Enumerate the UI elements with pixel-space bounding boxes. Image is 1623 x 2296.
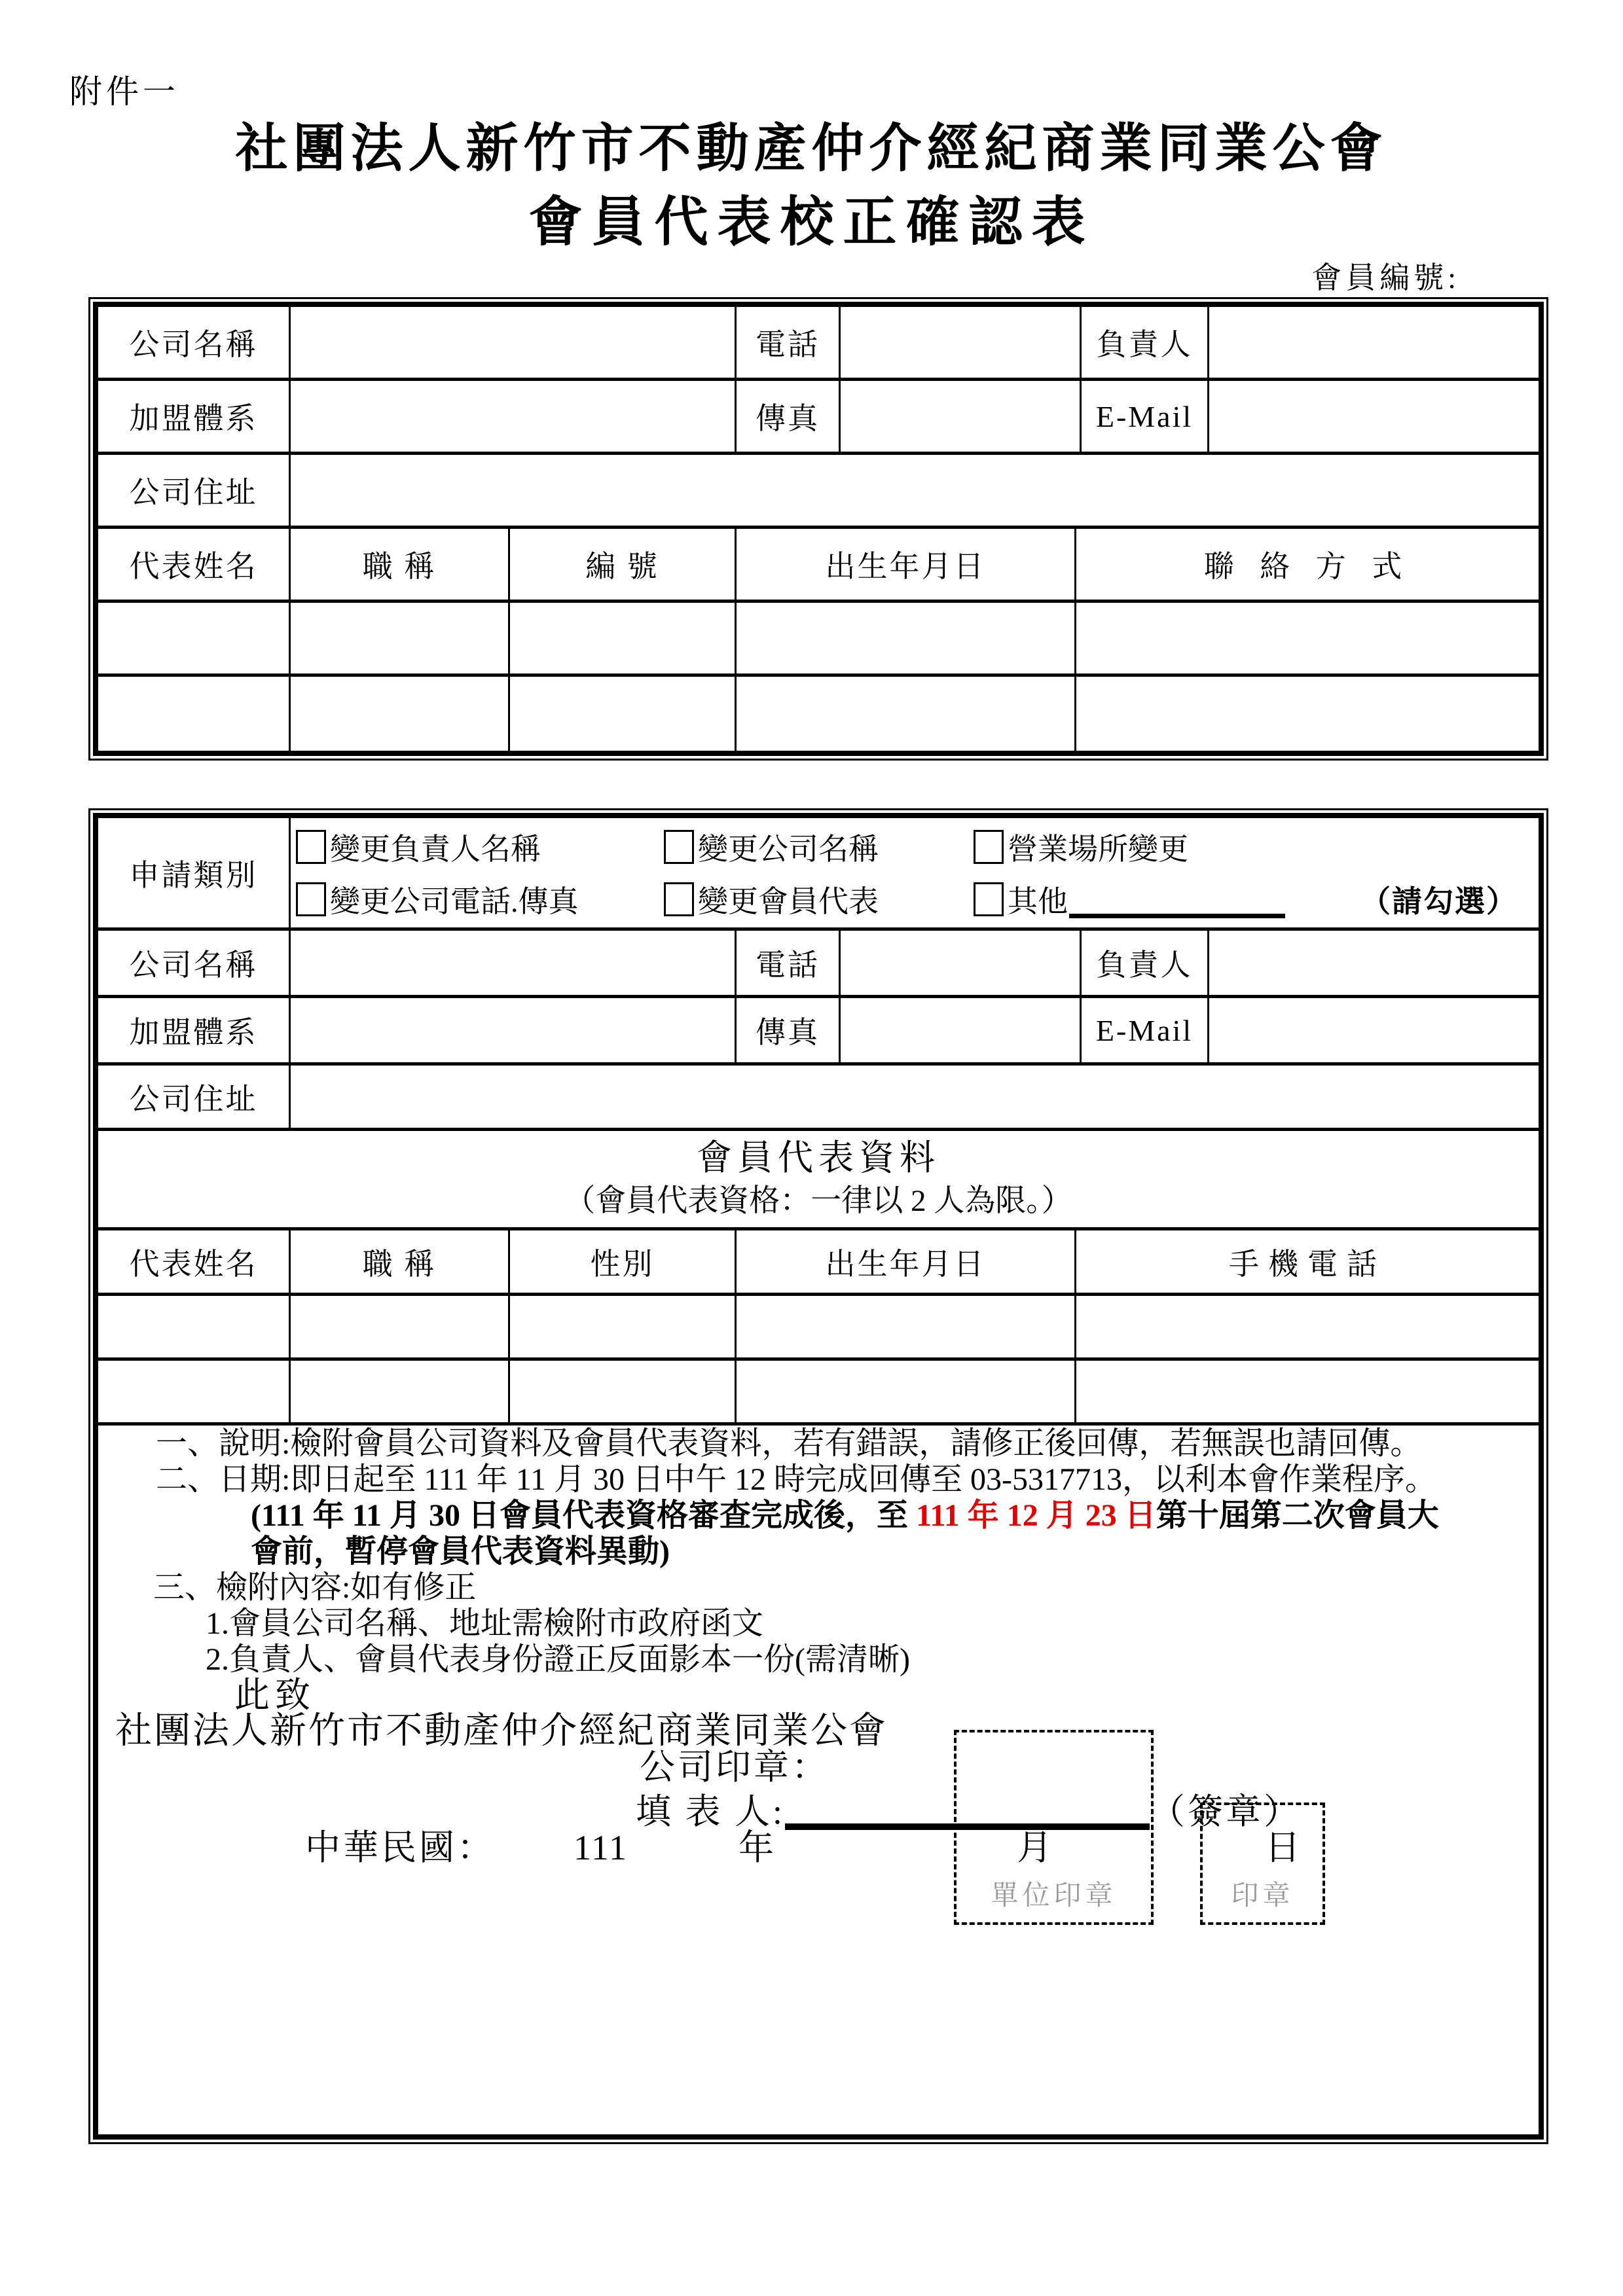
rep-row-1	[98, 603, 1539, 677]
rep-number-header: 編 號	[510, 529, 737, 600]
address-input[interactable]	[291, 455, 1539, 526]
checkbox-icon[interactable]	[296, 830, 326, 864]
salute: 此致	[234, 1676, 316, 1715]
rep2-birth-input[interactable]	[737, 677, 1076, 751]
note-2b: (111 年 11 月 30 日會員代表資格審查完成後，至 111 年 12 月 23 日第十屆第二次會員大	[251, 1498, 1439, 1533]
rep-row-2	[98, 1361, 1539, 1426]
checkbox-icon[interactable]	[664, 882, 694, 916]
rep2-name-input[interactable]	[98, 677, 291, 751]
address-label: 公司住址	[98, 1066, 291, 1128]
rep2-gender-input[interactable]	[510, 1361, 737, 1422]
rep2-contact-input[interactable]	[1076, 677, 1539, 751]
rep-name-header: 代表姓名	[98, 1230, 291, 1293]
month-unit: 月	[1017, 1828, 1055, 1867]
option-other: 其他 （請勾選）	[974, 878, 1539, 921]
address-input[interactable]	[291, 1066, 1539, 1128]
title-line1: 社團法人新竹市不動產仲介經紀商業同業公會	[235, 120, 1388, 178]
rep1-mobile-input[interactable]	[1076, 1296, 1539, 1357]
rep1-title-input[interactable]	[291, 1296, 510, 1357]
phone-label: 電話	[737, 307, 841, 378]
checkbox-icon[interactable]	[974, 830, 1004, 864]
signature-label: （簽章）	[1150, 1792, 1302, 1831]
phone-input[interactable]	[841, 307, 1082, 378]
rep-row-2	[98, 677, 1539, 751]
company-name-input[interactable]	[291, 307, 737, 378]
rep-gender-header: 性別	[510, 1230, 737, 1293]
rep2-number-input[interactable]	[510, 677, 737, 751]
form-filler-label: 填 表 人:	[636, 1792, 786, 1831]
fax-input[interactable]	[841, 381, 1082, 452]
rep-birth-header: 出生年月日	[737, 1230, 1076, 1293]
option-change-manager: 變更負責人名稱	[296, 825, 664, 869]
note-2: 二、日期:即日起至 111 年 11 月 30 日中午 12 時完成回傳至 03-5317713，以利本會作業程序。	[156, 1462, 1436, 1497]
rep-mobile-header: 手機電話	[1229, 1247, 1386, 1281]
email-input[interactable]	[1209, 998, 1539, 1062]
address-label: 公司住址	[98, 455, 291, 526]
notes-section	[98, 1426, 1539, 2134]
franchise-label: 加盟體系	[98, 998, 291, 1062]
year-unit: 年	[739, 1828, 776, 1867]
era-label: 中華民國：	[305, 1828, 495, 1867]
company-name-input[interactable]	[291, 931, 737, 995]
rep1-birth-input[interactable]	[737, 603, 1076, 673]
email-label: E-Mail	[1082, 998, 1209, 1062]
fax-label: 傳真	[737, 998, 841, 1062]
note-3b: 2.負責人、會員代表身份證正反面影本一份(需清晰)	[206, 1642, 910, 1677]
rep-title-header: 職 稱	[291, 529, 510, 600]
rep2-title-input[interactable]	[291, 1361, 510, 1422]
association-name: 社團法人新竹市不動產仲介經紀商業同業公會	[115, 1711, 888, 1751]
company-seal-label: 公司印章：	[640, 1748, 830, 1787]
email-input[interactable]	[1209, 381, 1539, 452]
manager-input[interactable]	[1209, 307, 1539, 378]
seal-box[interactable]	[1200, 1803, 1325, 1925]
rep-birth-header: 出生年月日	[737, 529, 1076, 600]
phone-label: 電話	[737, 931, 841, 995]
rep-row-1	[98, 1296, 1539, 1361]
rep1-contact-input[interactable]	[1076, 603, 1539, 673]
company-name-label: 公司名稱	[98, 307, 291, 378]
checkbox-icon[interactable]	[974, 882, 1004, 916]
fax-label: 傳真	[737, 381, 841, 452]
year-value: 111	[574, 1828, 628, 1867]
rep-contact-header: 聯 絡 方 式	[1203, 550, 1412, 583]
rep-data-title: 會員代表資料	[697, 1138, 940, 1177]
rep1-gender-input[interactable]	[510, 1296, 737, 1357]
option-change-company-name: 變更公司名稱	[664, 825, 974, 869]
application-table	[88, 808, 1548, 2144]
note-3: 三、檢附內容:如有修正	[153, 1570, 477, 1605]
rep2-name-input[interactable]	[98, 1361, 291, 1422]
rep-data-subtitle: （會員代表資格：一律以 2 人為限。）	[564, 1183, 1072, 1218]
option-change-phone-fax: 變更公司電話.傳真	[296, 878, 664, 921]
checkbox-icon[interactable]	[664, 830, 694, 864]
manager-label: 負責人	[1082, 931, 1209, 995]
rep1-name-input[interactable]	[98, 1296, 291, 1357]
member-number-label: 會員編號:	[1311, 261, 1460, 295]
manager-input[interactable]	[1209, 931, 1539, 995]
unit-seal-box[interactable]	[954, 1730, 1154, 1925]
franchise-label: 加盟體系	[98, 381, 291, 452]
apply-category-label: 申請類別	[98, 818, 291, 927]
fax-input[interactable]	[841, 998, 1082, 1062]
manager-label: 負責人	[1082, 307, 1209, 378]
rep1-birth-input[interactable]	[737, 1296, 1076, 1357]
rep1-name-input[interactable]	[98, 603, 291, 673]
franchise-input[interactable]	[291, 998, 737, 1062]
rep2-birth-input[interactable]	[737, 1361, 1076, 1422]
rep2-title-input[interactable]	[291, 677, 510, 751]
title-line2: 會員代表校正確認表	[528, 192, 1095, 252]
seal-caption: 印章	[1231, 1881, 1294, 1911]
rep1-number-input[interactable]	[510, 603, 737, 673]
unit-seal-caption: 單位印章	[991, 1881, 1117, 1911]
note-1: 一、說明:檢附會員公司資料及會員代表資料，若有錯誤，請修正後回傳，若無誤也請回傳。	[156, 1426, 1422, 1461]
email-label: E-Mail	[1082, 381, 1209, 452]
note-2c: 會前，暫停會員代表資料異動)	[251, 1534, 670, 1569]
note-3a: 1.會員公司名稱、地址需檢附市政府函文	[206, 1606, 764, 1641]
attachment-label: 附件一	[69, 73, 179, 110]
check-hint: （請勾選）	[1360, 884, 1518, 918]
form-title	[0, 0, 1623, 259]
company-name-label: 公司名稱	[98, 931, 291, 995]
current-data-table	[88, 297, 1548, 761]
option-change-representative: 變更會員代表	[664, 878, 974, 921]
option-change-premises: 營業場所變更	[974, 825, 1539, 869]
rep2-mobile-input[interactable]	[1076, 1361, 1539, 1422]
franchise-input[interactable]	[291, 381, 737, 452]
checkbox-icon[interactable]	[296, 882, 326, 916]
day-unit: 日	[1265, 1828, 1303, 1867]
rep1-title-input[interactable]	[291, 603, 510, 673]
rep-title-header: 職 稱	[291, 1230, 510, 1293]
rep-name-header: 代表姓名	[98, 529, 291, 600]
other-input-line[interactable]	[1069, 880, 1285, 918]
rep-data-section-title	[98, 1131, 1539, 1227]
phone-input[interactable]	[841, 931, 1082, 995]
deadline-highlight: 111 年 12 月 23 日	[916, 1498, 1156, 1533]
